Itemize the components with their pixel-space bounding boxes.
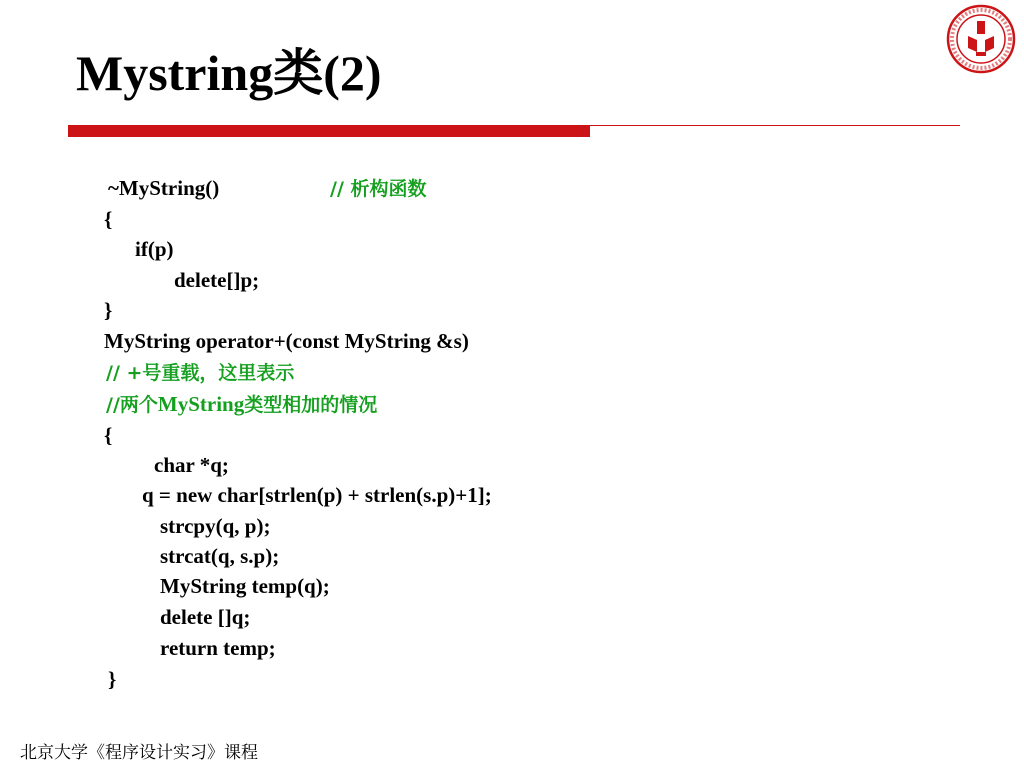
code-line-char-decl: char *q; — [154, 453, 229, 477]
code-line-return: return temp; — [160, 636, 276, 660]
code-line-brace-open: { — [104, 423, 113, 447]
code-comment-destructor: // 析构函数 — [330, 178, 427, 200]
code-line-operator: MyString operator+(const MyString &s) — [104, 329, 469, 353]
code-comment-overload: // +号重载，这里表示 — [106, 362, 295, 384]
code-line-new: q = new char[strlen(p) + strlen(s.p)+1]; — [142, 483, 492, 507]
slide-title: Mystring类(2) — [76, 45, 382, 101]
code-line-destructor: ~MyString() — [108, 176, 220, 200]
title-underline-rule — [590, 125, 960, 126]
code-comment-two-strings — [106, 390, 377, 419]
university-logo-icon — [946, 4, 1016, 74]
code-line-temp: MyString temp(q); — [160, 574, 330, 598]
code-line-brace-open: { — [104, 207, 113, 231]
code-line-brace-close: } — [104, 298, 113, 322]
comment-suffix: 类型相加的情况 — [244, 394, 378, 416]
code-line-delete: delete[]p; — [174, 268, 260, 292]
course-footer: 北京大学《程序设计实习》课程 — [20, 743, 258, 763]
code-line-strcpy: strcpy(q, p); — [160, 514, 271, 538]
comment-classname: MyString — [157, 392, 245, 416]
code-line-delete-q: delete []q; — [160, 605, 251, 629]
code-line-if: if(p) — [135, 237, 174, 261]
title-underline-bar — [68, 125, 590, 137]
code-line-strcat: strcat(q, s.p); — [160, 544, 280, 568]
code-line-brace-close: } — [108, 667, 117, 691]
comment-prefix: //两个 — [106, 394, 158, 416]
